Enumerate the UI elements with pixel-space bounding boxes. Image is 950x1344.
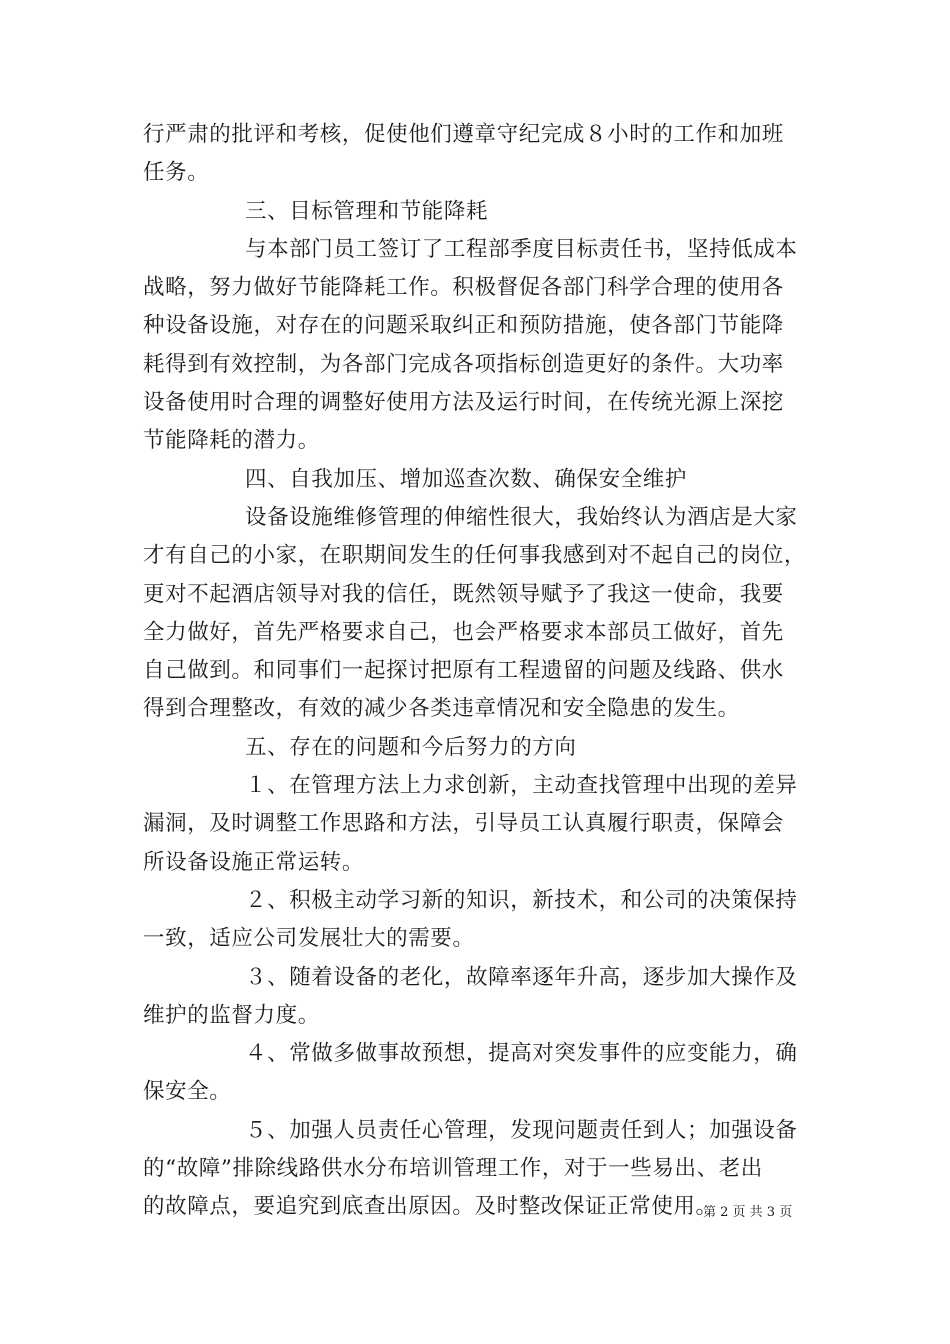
text-line: 与本部门员工签订了工程部季度目标责任书，坚持低成本	[245, 236, 798, 262]
text-line: 全力做好，首先严格要求自己，也会严格要求本部员工做好，首先	[143, 619, 784, 645]
text-line: ４、常做多做事故预想，提高对突发事件的应变能力，确	[245, 1041, 798, 1067]
text-line: 节能降耗的潜力。	[143, 428, 320, 454]
text-line: 维护的监督力度。	[143, 1002, 320, 1028]
text-line: 保安全。	[143, 1079, 232, 1105]
text-line: 的故障点，要追究到底查出原因。及时整改保证正常使用。	[143, 1194, 718, 1220]
text-line: １、在管理方法上力求创新，主动查找管理中出现的差异	[245, 773, 798, 799]
text-line: 行严肃的批评和考核，促使他们遵章守纪完成８小时的工作和加班	[143, 122, 784, 147]
text-line: 自己做到。和同事们一起探讨把原有工程遗留的问题及线路、供水	[143, 658, 784, 684]
text-line: 得到合理整改，有效的减少各类违章情况和安全隐患的发生。	[143, 696, 740, 722]
text-line: 更对不起酒店领导对我的信任，既然领导赋予了我这一使命，我要	[143, 581, 784, 607]
text-line: 设备设施维修管理的伸缩性很大，我始终认为酒店是大家	[245, 504, 798, 530]
text-line: 三、目标管理和节能降耗	[245, 198, 489, 224]
text-line: ５、加强人员责任心管理，发现问题责任到人；加强设备	[245, 1117, 798, 1143]
document-body	[143, 116, 813, 1227]
text-line: 任务。	[143, 160, 210, 186]
text-line: 的“故障”排除线路供水分布培训管理工作，对于一些易出、老出	[143, 1156, 763, 1182]
text-line: 漏洞，及时调整工作思路和方法，引导员工认真履行职责，保障会	[143, 811, 784, 837]
page-number-footer: 第 2 页 共 3 页	[703, 1205, 793, 1220]
text-line: 五、存在的问题和今后努力的方向	[245, 734, 577, 760]
text-line: ３、随着设备的老化，故障率逐年升高，逐步加大操作及	[245, 964, 798, 990]
text-line: 所设备设施正常运转。	[143, 849, 365, 875]
text-line: 才有自己的小家，在职期间发生的任何事我感到对不起自己的岗位，	[143, 543, 807, 569]
text-line: 战略，努力做好节能降耗工作。积极督促各部门科学合理的使用各	[143, 275, 784, 301]
text-line: 一致，适应公司发展壮大的需要。	[143, 926, 475, 952]
text-line: 耗得到有效控制，为各部门完成各项指标创造更好的条件。大功率	[143, 351, 784, 377]
text-line: 四、自我加压、增加巡查次数、确保安全维护	[245, 466, 688, 492]
text-line: 设备使用时合理的调整好使用方法及运行时间，在传统光源上深挖	[143, 390, 784, 416]
text-line: 种设备设施，对存在的问题采取纠正和预防措施，使各部门节能降	[143, 313, 784, 339]
text-line: ２、积极主动学习新的知识，新技术，和公司的决策保持	[245, 887, 798, 913]
